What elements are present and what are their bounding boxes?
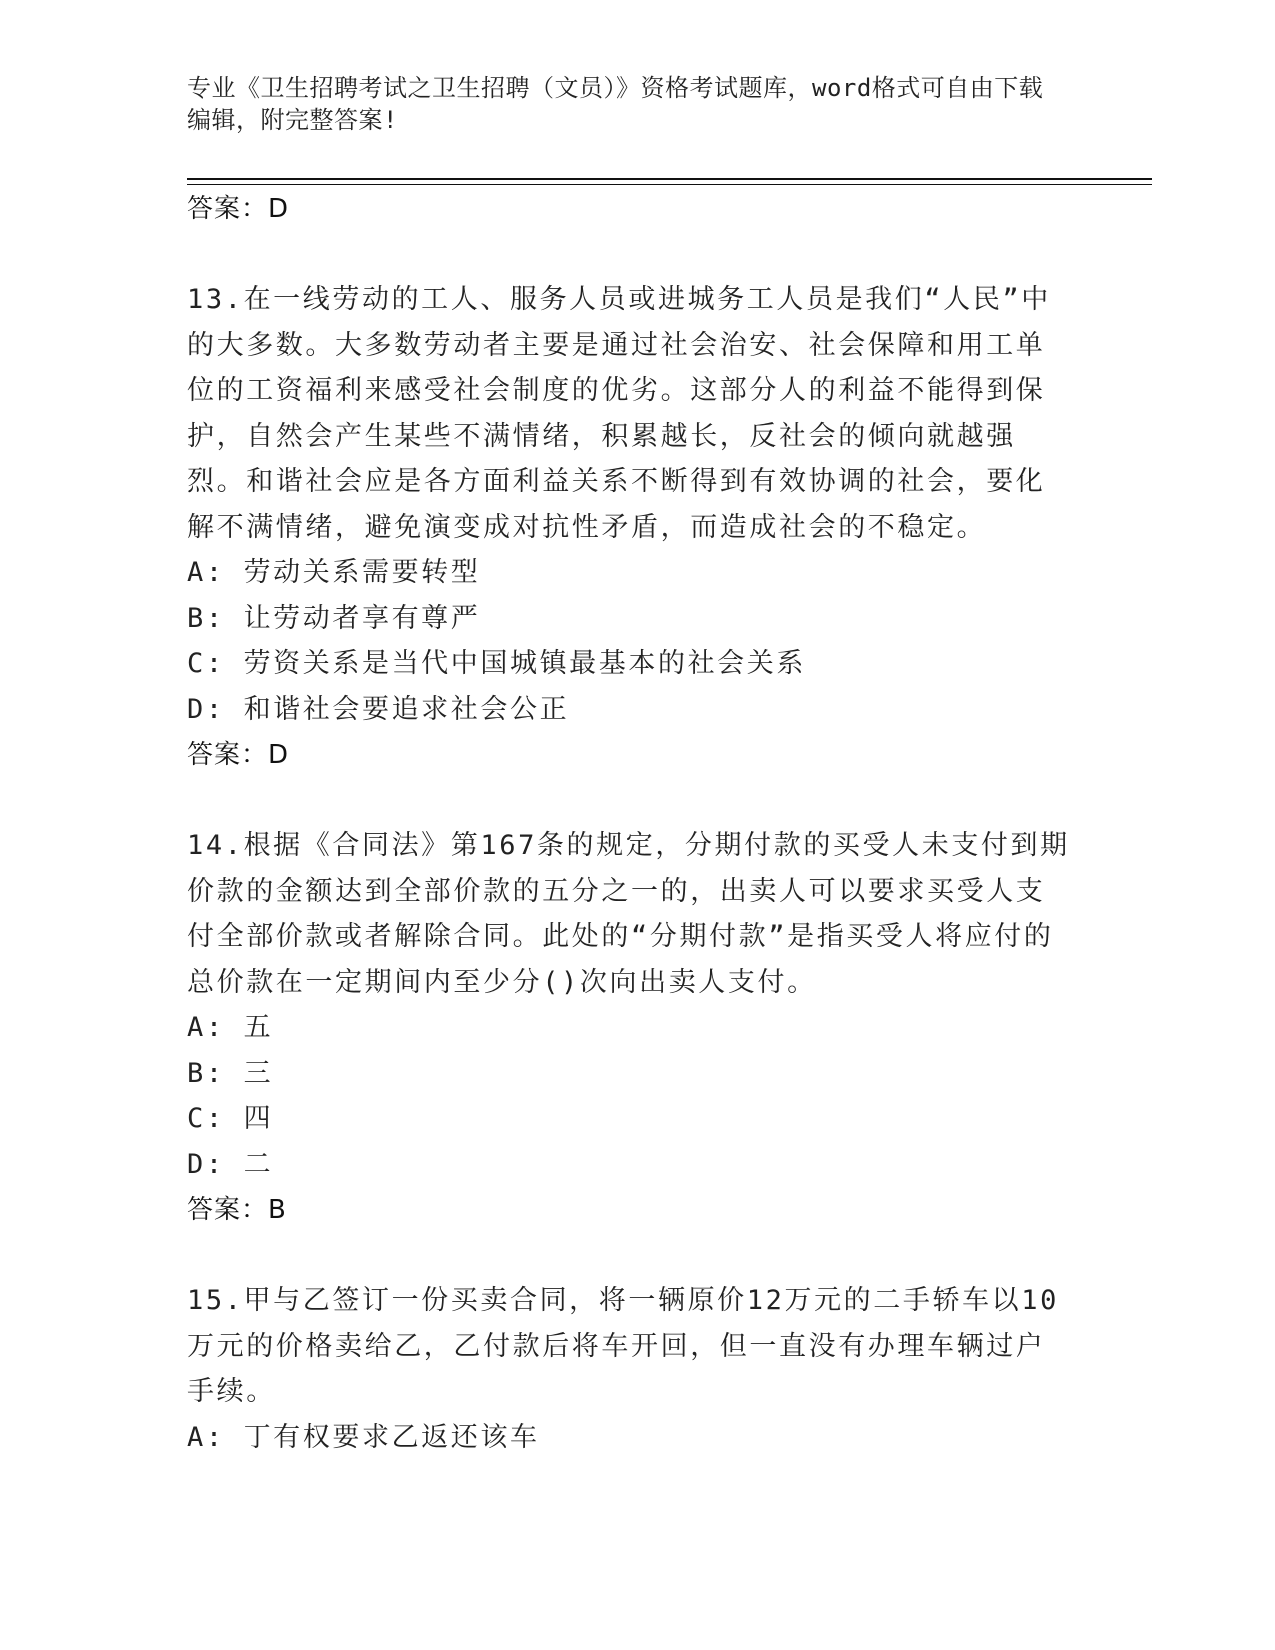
option-b: B: 让劳动者享有尊严 [187, 602, 481, 634]
option-c: C: 劳资关系是当代中国城镇最基本的社会关系 [187, 648, 806, 679]
option-a: A: 丁有权要求乙返还该车 [187, 1421, 540, 1453]
option-a: A: 劳动关系需要转型 [187, 557, 481, 588]
answer-line: 答案：B [187, 1195, 287, 1225]
question-14 [187, 823, 1087, 1233]
option-d: D: 和谐社会要追求社会公正 [187, 693, 570, 725]
document-page [187, 0, 1152, 1650]
question-text: 13.在一线劳动的工人、服务人员或进城务工人员是我们“人民”中的大多数。大多数劳动者主要是通过社会治安、社会保障和用工单位的工资福利来感受社会制度的优劣。这部分人的利益不能得到保护，自然会产生某些不满情绪，积累越长，反社会的倾向就越强烈。和谐社会应是各方面利益关系不断得到有效协调的社会，要化解不满情绪，避免演变成对抗性矛盾，而造成社会的不稳定。 [187, 284, 1051, 543]
option-d: D: 二 [187, 1148, 274, 1180]
answer-line: 答案：D [187, 194, 290, 224]
header-rule-thin [187, 184, 1152, 185]
option-b: B: 三 [187, 1057, 274, 1089]
header-rule-thick [187, 178, 1152, 180]
document-content [187, 186, 1087, 1460]
question-13 [187, 277, 1087, 778]
answer-line: 答案：D [187, 740, 290, 770]
page-header: 专业《卫生招聘考试之卫生招聘（文员）》资格考试题库，word格式可自由下载编辑，附完整答案! [187, 74, 1044, 134]
question-15 [187, 1278, 1087, 1460]
option-a: A: 五 [187, 1012, 274, 1043]
question-text: 14.根据《合同法》第167条的规定，分期付款的买受人未支付到期价款的金额达到全部价款的五分之一的，出卖人可以要求买受人支付全部价款或者解除合同。此处的“分期付款”是指买受人将应付的总价款在一定期间内至少分()次向出卖人支付。 [187, 830, 1070, 998]
option-c: C: 四 [187, 1103, 274, 1134]
question-text: 15.甲与乙签订一份买卖合同，将一辆原价12万元的二手轿车以10万元的价格卖给乙，乙付款后将车开回，但一直没有办理车辆过户手续。 [187, 1285, 1059, 1407]
